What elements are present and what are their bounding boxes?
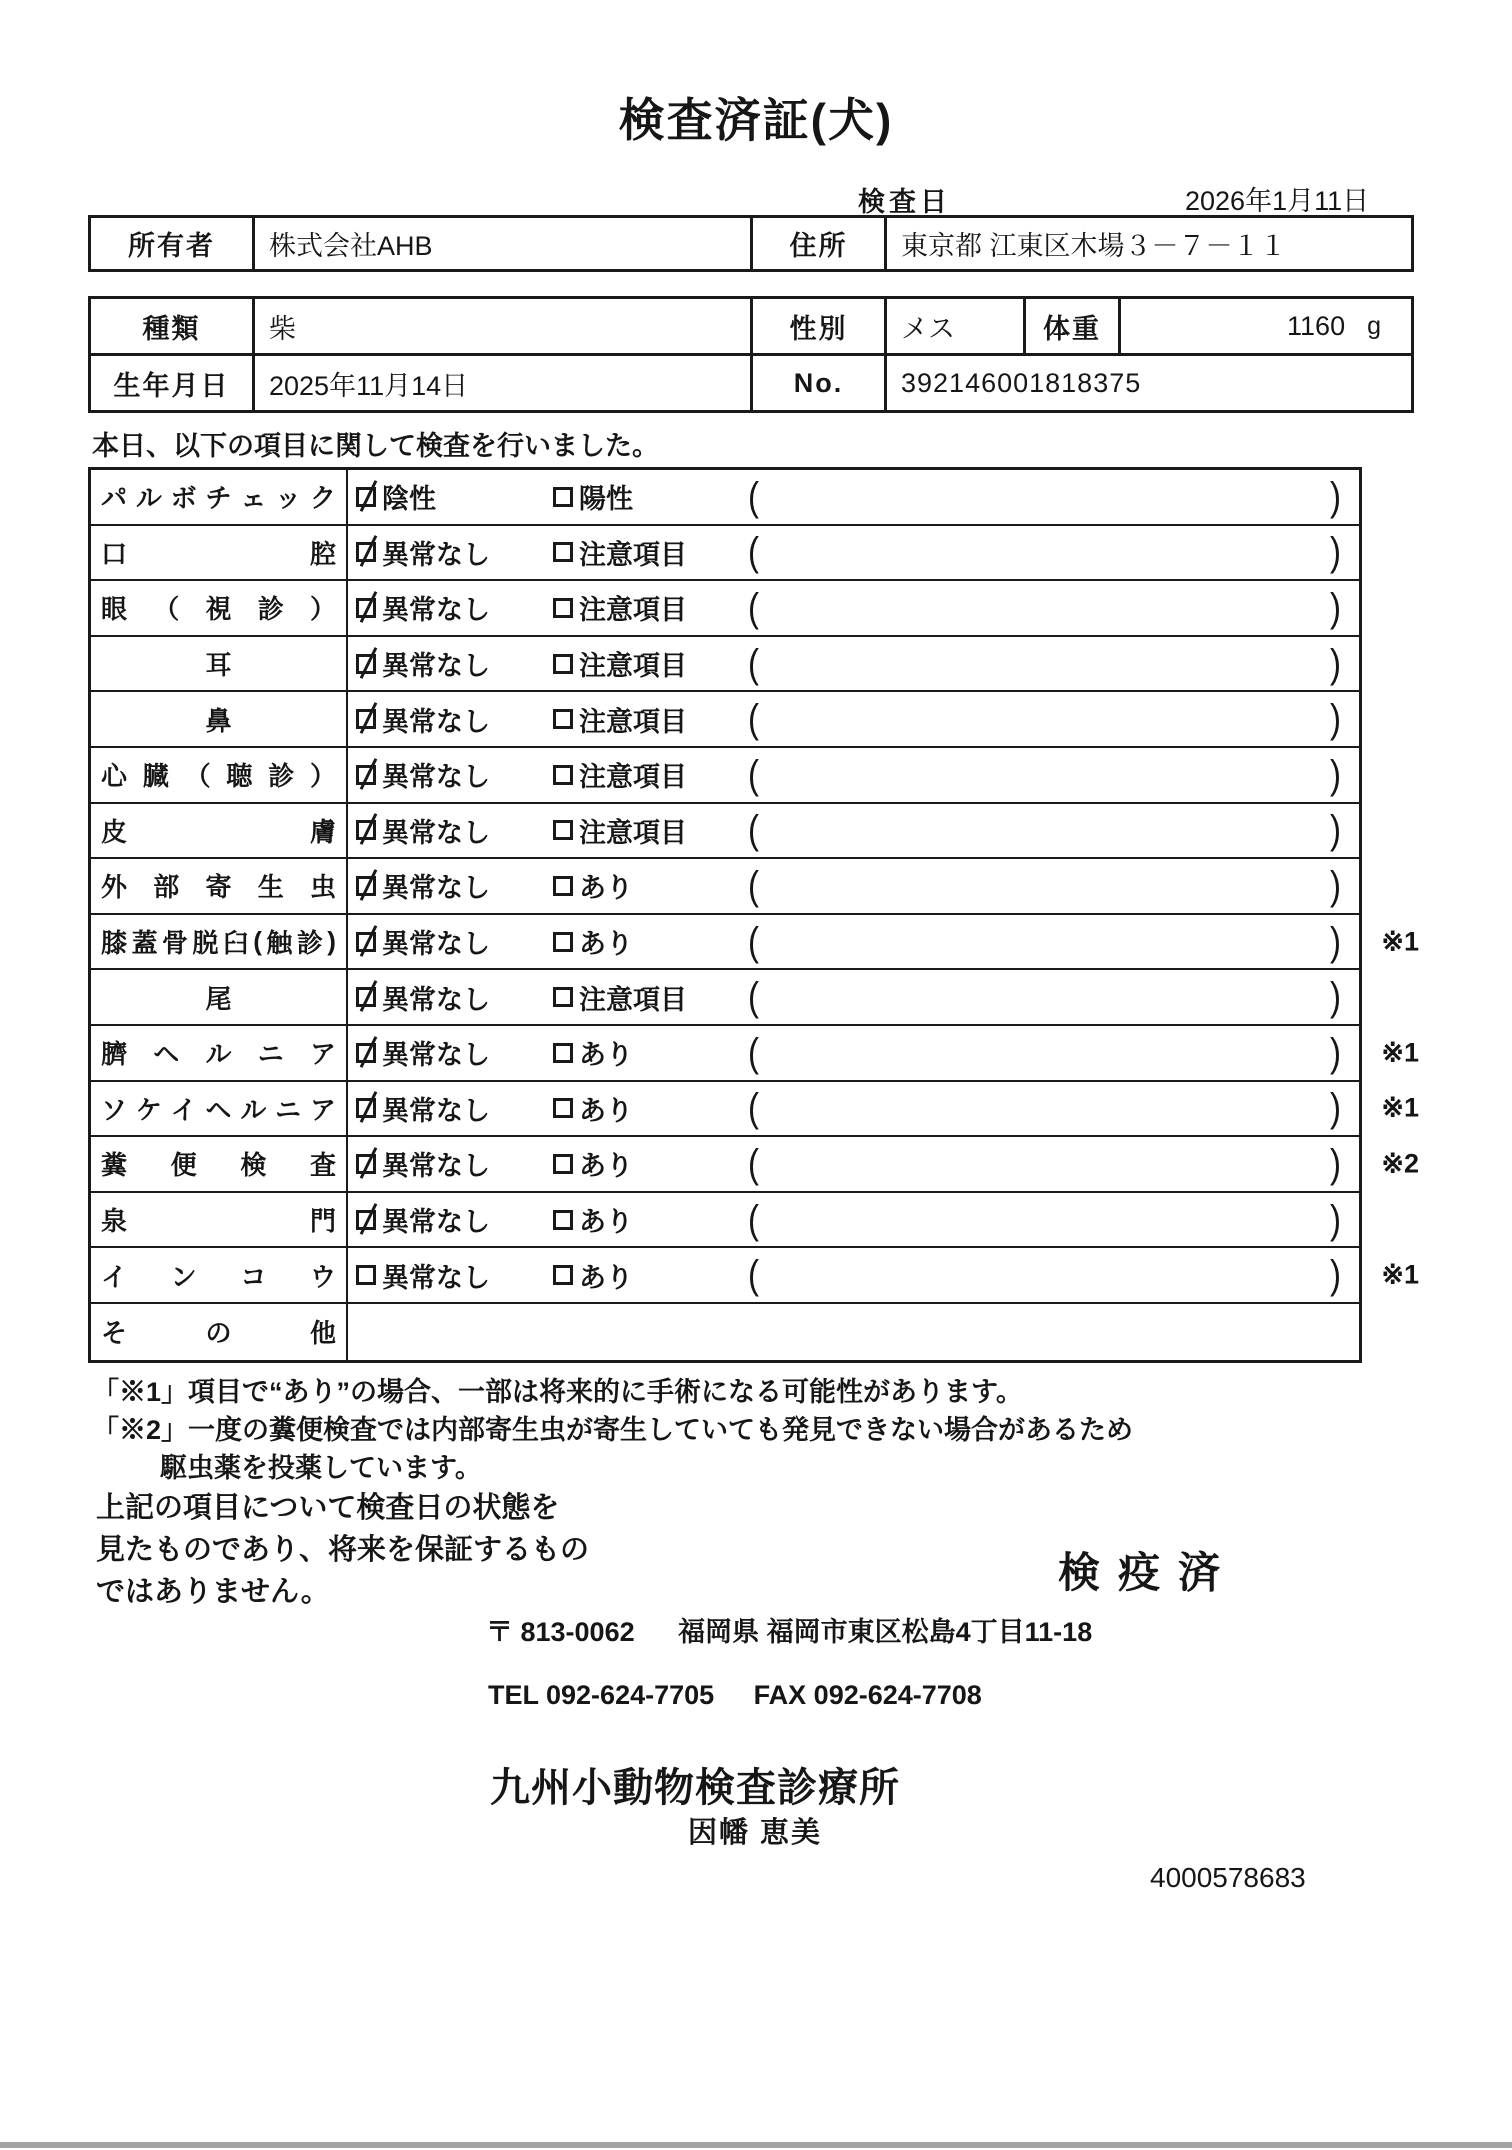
row-result-cell	[348, 970, 1359, 1024]
option-2-label: あり	[579, 1095, 633, 1126]
option-2-label: あり	[579, 1207, 633, 1238]
intro-text: 本日、以下の項目に関して検査を行いました。	[92, 431, 659, 461]
checked-checkbox-icon	[356, 765, 376, 785]
item-label-char: ）	[309, 594, 336, 625]
unchecked-checkbox-icon	[553, 1098, 573, 1118]
unchecked-checkbox-icon	[553, 1210, 573, 1230]
clinic-name: 九州小動物検査診療所	[490, 1766, 900, 1810]
item-label: 耳	[91, 637, 348, 691]
inspection-row	[91, 692, 1359, 748]
checked-checkbox-icon	[356, 542, 376, 562]
inspection-row	[91, 1026, 1419, 1082]
scan-bottom-edge	[0, 2142, 1512, 2148]
unchecked-checkbox-icon	[553, 1043, 573, 1063]
checked-checkbox-icon	[356, 654, 376, 674]
item-label	[91, 748, 348, 802]
result-option-1	[356, 755, 553, 794]
result-option-2	[553, 477, 748, 516]
open-paren: (	[748, 974, 759, 1019]
item-label-char: 臓	[142, 761, 169, 792]
owner-row	[91, 218, 1411, 269]
option-1-label: 異常なし	[382, 929, 490, 960]
item-label-char: パ	[101, 483, 128, 514]
disclaimer-line-1: 上記の項目について検査日の状態を	[96, 1492, 560, 1524]
row-result-cell	[348, 804, 1359, 858]
owner-table	[88, 215, 1414, 272]
result-option-2	[553, 755, 748, 794]
item-label-char: 部	[153, 872, 180, 903]
sex-value: メス	[887, 299, 1026, 353]
item-label-char: チ	[205, 483, 232, 514]
item-label	[91, 859, 348, 913]
row-result-cell	[348, 1193, 1359, 1247]
breed-value: 柴	[255, 299, 753, 353]
open-paren: (	[748, 1252, 759, 1297]
pet-table	[88, 296, 1414, 413]
disclaimer-line-3: ではありません。	[96, 1576, 330, 1608]
option-1-label: 異常なし	[382, 762, 490, 793]
result-option-1	[356, 1144, 553, 1183]
item-label	[91, 1082, 348, 1136]
close-paren: )	[1330, 1252, 1341, 1297]
open-paren: (	[748, 1085, 759, 1130]
unchecked-checkbox-icon	[553, 542, 573, 562]
disclaimer-line-2: 見たものであり、将来を保証するもの	[96, 1534, 590, 1566]
open-paren: (	[748, 807, 759, 852]
inspection-row	[91, 526, 1359, 582]
option-2-label: 注意項目	[579, 651, 687, 682]
close-paren: )	[1330, 751, 1341, 797]
row-result-cell	[348, 915, 1359, 969]
inspection-row	[91, 1137, 1419, 1193]
weight-unit: g	[1367, 311, 1381, 340]
item-label-char: 脱	[192, 928, 219, 959]
item-label-char: )	[327, 926, 336, 957]
row-result-cell	[348, 748, 1359, 802]
inspection-row	[91, 1248, 1419, 1304]
footnote-2-continued: 駆虫薬を投薬しています。	[160, 1453, 482, 1483]
item-label-char: の	[205, 1318, 232, 1349]
row-result-cell	[348, 637, 1359, 691]
item-label-char: イ	[101, 1261, 128, 1292]
option-1-label: 異常なし	[382, 984, 490, 1015]
item-label	[91, 1193, 348, 1247]
close-paren: )	[1330, 1029, 1341, 1075]
row-result-cell	[348, 692, 1359, 746]
item-label-char: ニ	[275, 1094, 302, 1125]
result-option-2	[553, 1256, 748, 1295]
row-result-cell	[348, 1026, 1359, 1080]
open-paren: (	[748, 473, 759, 519]
item-label-char: ク	[309, 483, 336, 514]
option-2-label: 注意項目	[579, 984, 687, 1015]
open-paren: (	[748, 1029, 759, 1075]
option-1-label: 異常なし	[382, 595, 490, 626]
close-paren: )	[1330, 1196, 1341, 1242]
result-option-1	[356, 1256, 553, 1295]
open-paren: (	[748, 1196, 759, 1242]
close-paren: )	[1330, 696, 1341, 741]
pet-row-1	[91, 299, 1411, 353]
item-label-char: 触	[266, 928, 293, 959]
inspection-table	[88, 467, 1419, 1363]
checked-checkbox-icon	[356, 709, 376, 729]
result-option-1	[356, 1200, 553, 1239]
item-label-char: ）	[309, 761, 336, 792]
item-label-char: 骨	[161, 928, 188, 959]
no-value: 392146001818375	[901, 367, 1142, 398]
inspection-row	[91, 581, 1359, 637]
result-option-2	[553, 866, 748, 905]
checked-checkbox-icon	[356, 932, 376, 952]
footnote-1: 「※1」項目で“あり”の場合、一部は将来的に手術になる可能性があります。	[92, 1377, 1023, 1407]
inspection-row	[91, 637, 1359, 693]
option-2-label: 陽性	[579, 484, 633, 515]
close-paren: )	[1330, 918, 1341, 964]
result-option-2	[553, 588, 748, 627]
result-option-1	[356, 533, 553, 572]
close-paren: )	[1330, 585, 1341, 630]
item-label-char: ウ	[309, 1261, 336, 1292]
clinic-address: 福岡県 福岡市東区松島4丁目11-18	[678, 1617, 1093, 1647]
footnote-marker: ※1	[1381, 1037, 1419, 1068]
result-option-2	[553, 700, 748, 739]
item-label-char: ボ	[170, 483, 197, 514]
item-label-char: 膝	[101, 928, 128, 959]
footnote-marker: ※2	[1381, 1148, 1419, 1179]
weight-label: 体重	[1026, 299, 1121, 353]
item-label-char: 診	[268, 761, 295, 792]
item-label-char: 門	[309, 1206, 336, 1237]
item-label-char: 寄	[205, 872, 232, 903]
inspection-row	[91, 1193, 1359, 1249]
item-label: 尾	[91, 970, 348, 1024]
item-label-char: 生	[257, 872, 284, 903]
checked-checkbox-icon	[356, 1210, 376, 1230]
item-label-char: ヘ	[153, 1039, 180, 1070]
item-label-char: 虫	[309, 872, 336, 903]
option-2-label: あり	[579, 929, 633, 960]
row-result-cell	[348, 1304, 1359, 1360]
open-paren: (	[748, 1141, 759, 1186]
item-label-char: 外	[101, 872, 128, 903]
item-label-char: 腔	[309, 538, 336, 569]
result-option-2	[553, 811, 748, 850]
item-label-char: 臼	[222, 928, 249, 959]
result-option-1	[356, 1033, 553, 1072]
unchecked-checkbox-icon	[553, 820, 573, 840]
serial-number: 4000578683	[1150, 1862, 1306, 1893]
option-1-label: 異常なし	[382, 1095, 490, 1126]
item-label	[91, 804, 348, 858]
item-label-char: 臍	[101, 1039, 128, 1070]
item-label-char: 泉	[101, 1206, 128, 1237]
row-result-cell	[348, 1248, 1359, 1302]
unchecked-checkbox-icon	[553, 709, 573, 729]
item-label-char: 蓋	[131, 928, 158, 959]
unchecked-checkbox-icon	[553, 1154, 573, 1174]
item-label	[91, 1137, 348, 1191]
item-label-char: イ	[170, 1094, 197, 1125]
footnote-marker: ※1	[1381, 1092, 1419, 1123]
close-paren: )	[1330, 807, 1341, 852]
veterinarian-name: 因幡 恵美	[688, 1817, 823, 1849]
result-option-1	[356, 588, 553, 627]
close-paren: )	[1330, 974, 1341, 1019]
unchecked-checkbox-icon	[553, 765, 573, 785]
option-1-label: 異常なし	[382, 539, 490, 570]
row-result-cell	[348, 526, 1359, 580]
option-1-label: 異常なし	[382, 1207, 490, 1238]
item-label-char: ヘ	[205, 1094, 232, 1125]
item-label-char: ル	[240, 1094, 267, 1125]
row-result-cell	[348, 470, 1359, 524]
item-label-char: ン	[170, 1261, 197, 1292]
open-paren: (	[748, 696, 759, 741]
item-label-char: 口	[101, 538, 128, 569]
item-label-char: 視	[205, 594, 232, 625]
item-label-char: 検	[240, 1150, 267, 1181]
open-paren: (	[748, 918, 759, 964]
item-label	[91, 1248, 348, 1302]
item-label	[91, 1026, 348, 1080]
inspection-row	[91, 859, 1359, 915]
unchecked-checkbox-icon	[553, 932, 573, 952]
clinic-postal-code: 〒 813-0062	[486, 1617, 635, 1647]
checked-checkbox-icon	[356, 987, 376, 1007]
result-option-1	[356, 811, 553, 850]
option-2-label: 注意項目	[579, 817, 687, 848]
address-value: 東京都 江東区木場３－７－１１	[901, 231, 1287, 261]
disclaimer-text	[96, 1487, 589, 1613]
clinic-tel: TEL 092-624-7705	[488, 1680, 715, 1710]
result-option-1	[356, 1089, 553, 1128]
close-paren: )	[1330, 473, 1341, 519]
option-1-label: 異常なし	[382, 817, 490, 848]
clinic-fax: FAX 092-624-7708	[753, 1680, 982, 1710]
result-option-1	[356, 644, 553, 683]
breed-label: 種類	[91, 299, 255, 353]
open-paren: (	[748, 751, 759, 797]
row-result-cell	[348, 859, 1359, 913]
option-2-label: 注意項目	[579, 595, 687, 626]
checked-checkbox-icon	[356, 487, 376, 507]
result-option-1	[356, 978, 553, 1017]
owner-label: 所有者	[91, 218, 255, 269]
item-label	[91, 526, 348, 580]
item-label-char: 他	[309, 1318, 336, 1349]
inspection-row	[91, 970, 1359, 1026]
checked-checkbox-icon	[356, 598, 376, 618]
result-option-2	[553, 922, 748, 961]
owner-value: 株式会社AHB	[255, 218, 753, 269]
item-label-char: ル	[205, 1039, 232, 1070]
footnote-marker: ※1	[1381, 1259, 1419, 1290]
inspection-date-value: 2026年1月11日	[1185, 186, 1370, 216]
result-option-1	[356, 922, 553, 961]
item-label-char: ソ	[101, 1094, 128, 1125]
item-label-char: ル	[135, 483, 162, 514]
option-1-label: 異常なし	[382, 706, 490, 737]
item-label	[91, 470, 348, 524]
footnote-marker: ※1	[1381, 926, 1419, 957]
item-label-char: ニ	[257, 1039, 284, 1070]
page-title: 検査済証(犬)	[618, 94, 894, 146]
item-label-char: 心	[101, 761, 128, 792]
unchecked-checkbox-icon	[553, 487, 573, 507]
checked-checkbox-icon	[356, 876, 376, 896]
inspection-row	[91, 915, 1419, 971]
clinic-address-line	[486, 1610, 1092, 1649]
result-option-2	[553, 1033, 748, 1072]
item-label-char: 診	[296, 928, 323, 959]
result-option-1	[356, 866, 553, 905]
option-2-label: あり	[579, 1151, 633, 1182]
close-paren: )	[1330, 640, 1341, 686]
unchecked-checkbox-icon	[553, 654, 573, 674]
footnote-2: 「※2」一度の糞便検査では内部寄生虫が寄生していても発見できない場合があるため	[92, 1415, 1134, 1445]
option-1-label: 異常なし	[382, 651, 490, 682]
sex-label: 性別	[753, 299, 887, 353]
result-option-2	[553, 1089, 748, 1128]
open-paren: (	[748, 529, 759, 574]
option-2-label: 注意項目	[579, 706, 687, 737]
option-2-label: あり	[579, 1040, 633, 1071]
item-label-char: 便	[170, 1150, 197, 1181]
open-paren: (	[748, 585, 759, 630]
item-label-char: ケ	[135, 1094, 162, 1125]
result-option-1	[356, 477, 553, 516]
close-paren: )	[1330, 529, 1341, 574]
result-option-2	[553, 978, 748, 1017]
unchecked-checkbox-icon	[553, 1265, 573, 1285]
quarantine-stamp: 検疫済	[1058, 1549, 1239, 1596]
option-2-label: あり	[579, 873, 633, 904]
open-paren: (	[748, 640, 759, 686]
row-result-cell	[348, 1137, 1359, 1191]
item-label	[91, 1304, 348, 1360]
unchecked-checkbox-icon	[553, 987, 573, 1007]
close-paren: )	[1330, 863, 1341, 908]
checked-checkbox-icon	[356, 1043, 376, 1063]
checked-checkbox-icon	[356, 1154, 376, 1174]
unchecked-checkbox-icon	[553, 598, 573, 618]
result-option-2	[553, 1144, 748, 1183]
item-label-char: 査	[309, 1150, 336, 1181]
item-label-char: ア	[309, 1039, 336, 1070]
inspection-row	[91, 748, 1359, 804]
option-1-label: 異常なし	[382, 873, 490, 904]
item-label-char: （	[153, 594, 180, 625]
open-paren: (	[748, 863, 759, 908]
inspection-row	[91, 1082, 1419, 1138]
result-option-2	[553, 644, 748, 683]
item-label-char: そ	[101, 1318, 128, 1349]
inspection-date-label: 検査日	[858, 187, 951, 217]
row-result-cell	[348, 581, 1359, 635]
no-label: No.	[753, 356, 887, 410]
item-label-char: 膚	[309, 816, 336, 847]
inspection-row	[91, 1304, 1359, 1360]
option-2-label: 注意項目	[579, 762, 687, 793]
unchecked-checkbox-icon	[553, 876, 573, 896]
result-option-2	[553, 533, 748, 572]
item-label-char: 聴	[226, 761, 253, 792]
item-label-char: （	[184, 761, 211, 792]
close-paren: )	[1330, 1085, 1341, 1130]
checked-checkbox-icon	[356, 820, 376, 840]
item-label	[91, 915, 348, 969]
item-label-char: ェ	[240, 483, 267, 514]
option-1-label: 異常なし	[382, 1262, 490, 1293]
birth-label: 生年月日	[91, 356, 255, 410]
checked-checkbox-icon	[356, 1098, 376, 1118]
item-label-char: 糞	[101, 1150, 128, 1181]
item-label-char: 皮	[101, 816, 128, 847]
weight-value: 1160	[1287, 310, 1346, 341]
item-label-char: (	[253, 926, 262, 957]
item-label: 鼻	[91, 692, 348, 746]
clinic-phone-line	[488, 1680, 982, 1711]
option-1-label: 異常なし	[382, 1040, 490, 1071]
address-label: 住所	[753, 218, 887, 269]
option-2-label: あり	[579, 1262, 633, 1293]
item-label-char: 診	[257, 594, 284, 625]
inspection-row	[91, 804, 1359, 860]
item-label-char: ア	[309, 1094, 336, 1125]
item-label-char: 眼	[101, 594, 128, 625]
item-label-char: コ	[240, 1261, 267, 1292]
item-label	[91, 581, 348, 635]
row-result-cell	[348, 1082, 1359, 1136]
option-1-label: 陰性	[382, 484, 436, 515]
pet-row-2	[91, 353, 1411, 410]
birth-value: 2025年11月14日	[255, 356, 753, 410]
result-option-2	[553, 1200, 748, 1239]
option-1-label: 異常なし	[382, 1151, 490, 1182]
inspection-row	[91, 470, 1359, 526]
weight-value-cell	[1121, 299, 1411, 353]
item-label-char: ッ	[275, 483, 302, 514]
unchecked-checkbox-icon	[356, 1265, 376, 1285]
option-2-label: 注意項目	[579, 539, 687, 570]
result-option-1	[356, 700, 553, 739]
close-paren: )	[1330, 1141, 1341, 1186]
